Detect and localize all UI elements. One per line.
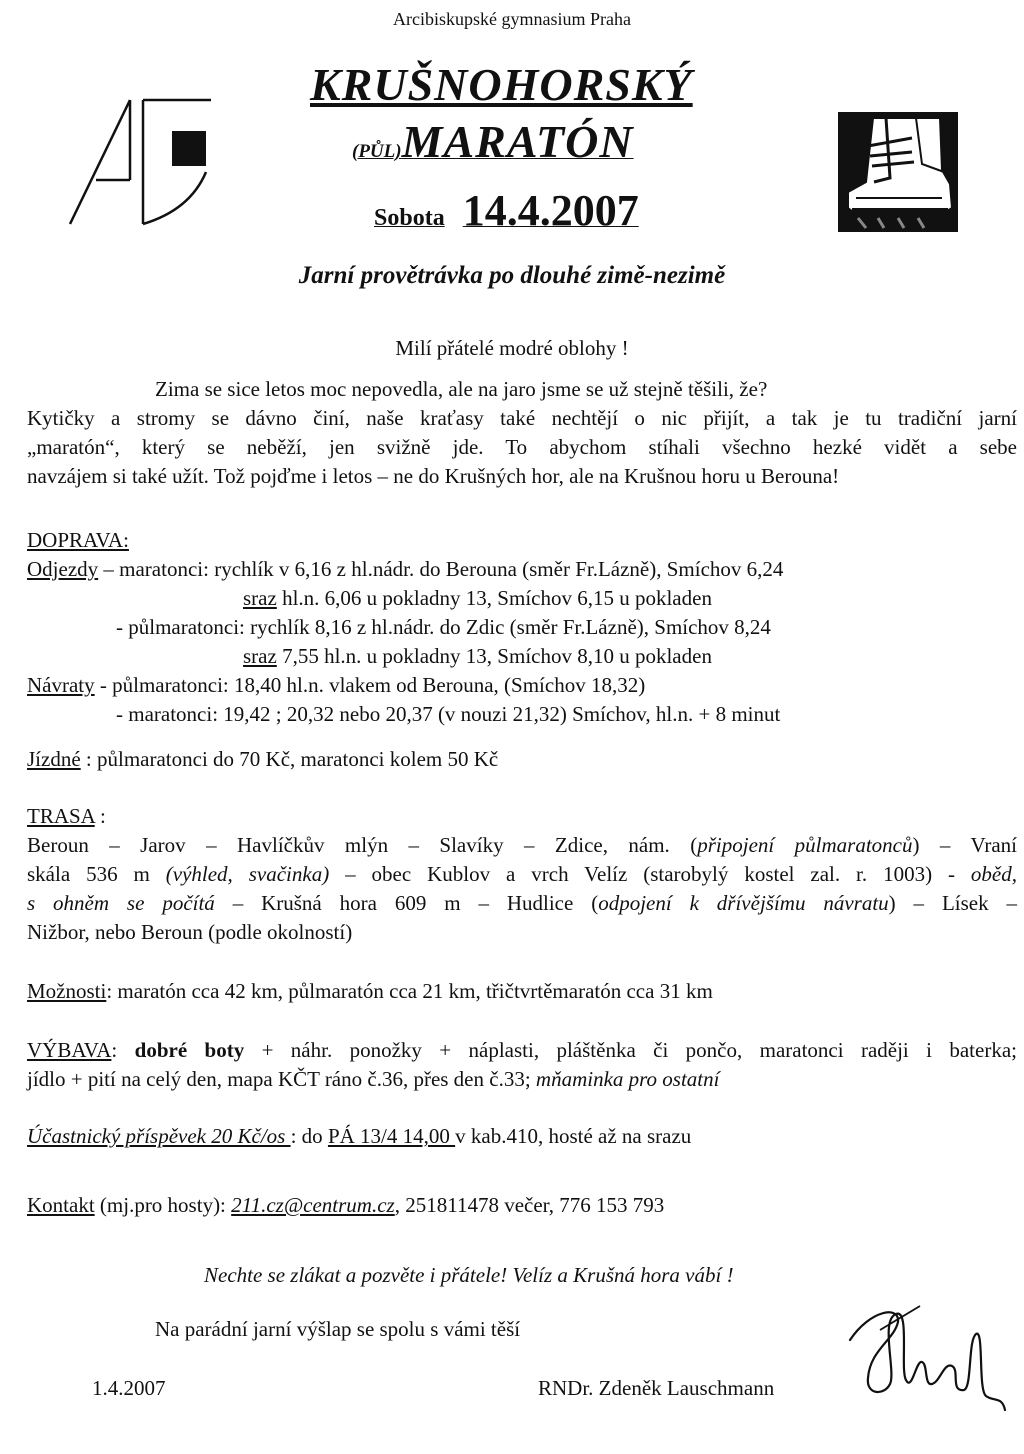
trasa-text-3b: – Krušná hora 609 m – Hudlice (	[214, 891, 599, 915]
trasa-text-2i2: oběd,	[970, 862, 1017, 886]
trasa-text-1a: Beroun – Jarov – Havlíčkův mlýn – Slavíky – Zdice, nám. (	[27, 833, 698, 857]
vybava-colon: :	[111, 1038, 135, 1062]
vybava-line-2	[27, 1065, 1017, 1094]
trasa-colon: :	[94, 804, 106, 828]
kontakt-line	[27, 1191, 1017, 1220]
navraty-text-1: - půlmaratonci: 18,40 hl.n. vlakem od Berouna, (Smíchov 18,32)	[94, 673, 646, 697]
trasa-line-2	[27, 860, 1017, 889]
prispevek-line	[27, 1122, 1017, 1151]
kontakt-phones: , 251811478 večer, 776 153 793	[394, 1193, 665, 1217]
intro-line-4: navzájem si také užít. Tož pojďme i letos – ne do Krušných hor, ale na Krušnou horu u Berouna!	[27, 464, 840, 488]
moznosti-line	[27, 977, 1017, 1006]
kontakt-email-link[interactable]: 211.cz@centrum.cz	[231, 1193, 395, 1217]
subtitle: Jarní provětrávka po dlouhé zimě-nezimě	[298, 262, 726, 289]
moznosti-text: : maratón cca 42 km, půlmaratón cca 21 km, třičtvrtěmaratón cca 31 km	[106, 979, 713, 1003]
intro-line-1: Zima se sice letos moc nepovedla, ale na jaro jsme se už stejně těšili, že?	[155, 377, 768, 401]
title-prefix: (PŮL)	[352, 141, 402, 162]
jizdne-text: : půlmaratonci do 70 Kč, maratonci kolem 50 Kč	[80, 747, 499, 771]
doprava-section	[27, 526, 1017, 729]
odjezdy-line-2: - půlmaratonci: rychlík 8,16 z hl.nádr. do Zdic (směr Fr.Lázně), Smíchov 8,24	[116, 615, 771, 639]
trasa-text-2i: (výhled, svačinka)	[165, 862, 330, 886]
sraz-label-1: sraz	[243, 586, 277, 610]
trasa-line-1	[27, 831, 1017, 860]
handwritten-signature	[840, 1300, 1010, 1430]
vybava-text-2-italic: mňaminka pro ostatní	[535, 1067, 720, 1091]
hiking-boot-icon	[838, 112, 958, 232]
vybava-bold: dobré boty	[134, 1038, 245, 1062]
author-name: RNDr. Zdeněk Lauschmann	[538, 1376, 775, 1400]
moznosti-label: Možnosti	[27, 979, 107, 1003]
trasa-line-3	[27, 889, 1017, 918]
title-line-2	[352, 115, 634, 168]
closing-line: Nechte se zlákat a pozvěte i přátele! Velíz a Krušná hora vábí !	[204, 1263, 734, 1287]
ag-logo-icon	[68, 98, 218, 228]
trasa-text-2a: skála 536 m	[27, 862, 166, 886]
sign-off: Na parádní jarní výšlap se spolu s vámi těší	[155, 1317, 521, 1341]
odjezdy-line-1	[27, 555, 1017, 584]
title-main: MARATÓN	[401, 116, 634, 167]
event-day: Sobota	[374, 205, 445, 231]
event-date-value: 14.4.2007	[462, 186, 639, 235]
vybava-line-1	[27, 1036, 1017, 1065]
trasa-text-3i2: odpojení k dřívějšímu návratu	[598, 891, 889, 915]
sraz-line-1	[27, 584, 1017, 613]
sraz-line-2	[27, 642, 1017, 671]
sraz-label-2: sraz	[243, 644, 277, 668]
sraz-text-1: hl.n. 6,06 u pokladny 13, Smíchov 6,15 u pokladen	[276, 586, 712, 610]
prispevek-mid: : do	[290, 1124, 328, 1148]
sraz-text-2: 7,55 hl.n. u pokladny 13, Smíchov 8,10 u pokladen	[276, 644, 712, 668]
jizdne-label: Jízdné	[27, 747, 81, 771]
odjezdy-label: Odjezdy	[27, 557, 99, 581]
intro-line-3: „maratón“, který se neběží, jen svižně jde. To abychom stíhali všechno hezké vidět a sebe	[27, 435, 1017, 459]
vybava-text: + náhr. ponožky + náplasti, pláštěnka či pončo, maratonci raději i baterka;	[244, 1038, 1017, 1062]
vybava-label: VÝBAVA	[27, 1038, 112, 1062]
jizdne-line	[27, 745, 1017, 774]
trasa-text-3c: ) – Lísek –	[888, 891, 1017, 915]
vybava-text-2: jídlo + pití na celý den, mapa KČT ráno č.36, přes den č.33;	[27, 1067, 536, 1091]
trasa-line-4: Nižbor, nebo Beroun (podle okolností)	[27, 920, 353, 944]
document-date: 1.4.2007	[92, 1376, 166, 1400]
trasa-section	[27, 802, 1017, 947]
navraty-label: Návraty	[27, 673, 95, 697]
trasa-text-3i: s ohněm se počítá	[27, 891, 215, 915]
doprava-heading: DOPRAVA:	[27, 528, 129, 552]
trasa-text-1i: připojení půlmaratonců	[697, 833, 913, 857]
intro-paragraph	[27, 375, 1017, 491]
trasa-text-1b: ) – Vraní	[912, 833, 1017, 857]
kontakt-paren: (mj.pro hosty):	[94, 1193, 232, 1217]
navraty-line-1	[27, 671, 1017, 700]
school-name: Arcibiskupské gymnasium Praha	[393, 9, 631, 29]
prispevek-label: Účastnický příspěvek 20 Kč/os	[27, 1124, 291, 1148]
navraty-line-2: - maratonci: 19,42 ; 20,32 nebo 20,37 (v nouzi 21,32) Smíchov, hl.n. + 8 minut	[116, 702, 781, 726]
prispevek-rest: v kab.410, hosté až na srazu	[455, 1124, 692, 1148]
greeting: Milí přátelé modré oblohy !	[395, 336, 629, 360]
prispevek-deadline: PÁ 13/4 14,00	[327, 1124, 456, 1148]
kontakt-label: Kontakt	[27, 1193, 95, 1217]
odjezdy-text-1: – maratonci: rychlík v 6,16 z hl.nádr. do Berouna (směr Fr.Lázně), Smíchov 6,24	[98, 557, 784, 581]
trasa-text-2b: – obec Kublov a vrch Velíz (starobylý kostel zal. r. 1003) -	[329, 862, 971, 886]
event-date	[374, 185, 639, 236]
title-line-1: KRUŠNOHORSKÝ	[310, 59, 693, 110]
trasa-heading: TRASA	[27, 804, 95, 828]
intro-line-2: Kytičky a stromy se dávno činí, naše kraťasy také nechtějí o nic přijít, a tak je tu tradiční jarní	[27, 406, 1017, 430]
vybava-section	[27, 1036, 1017, 1094]
